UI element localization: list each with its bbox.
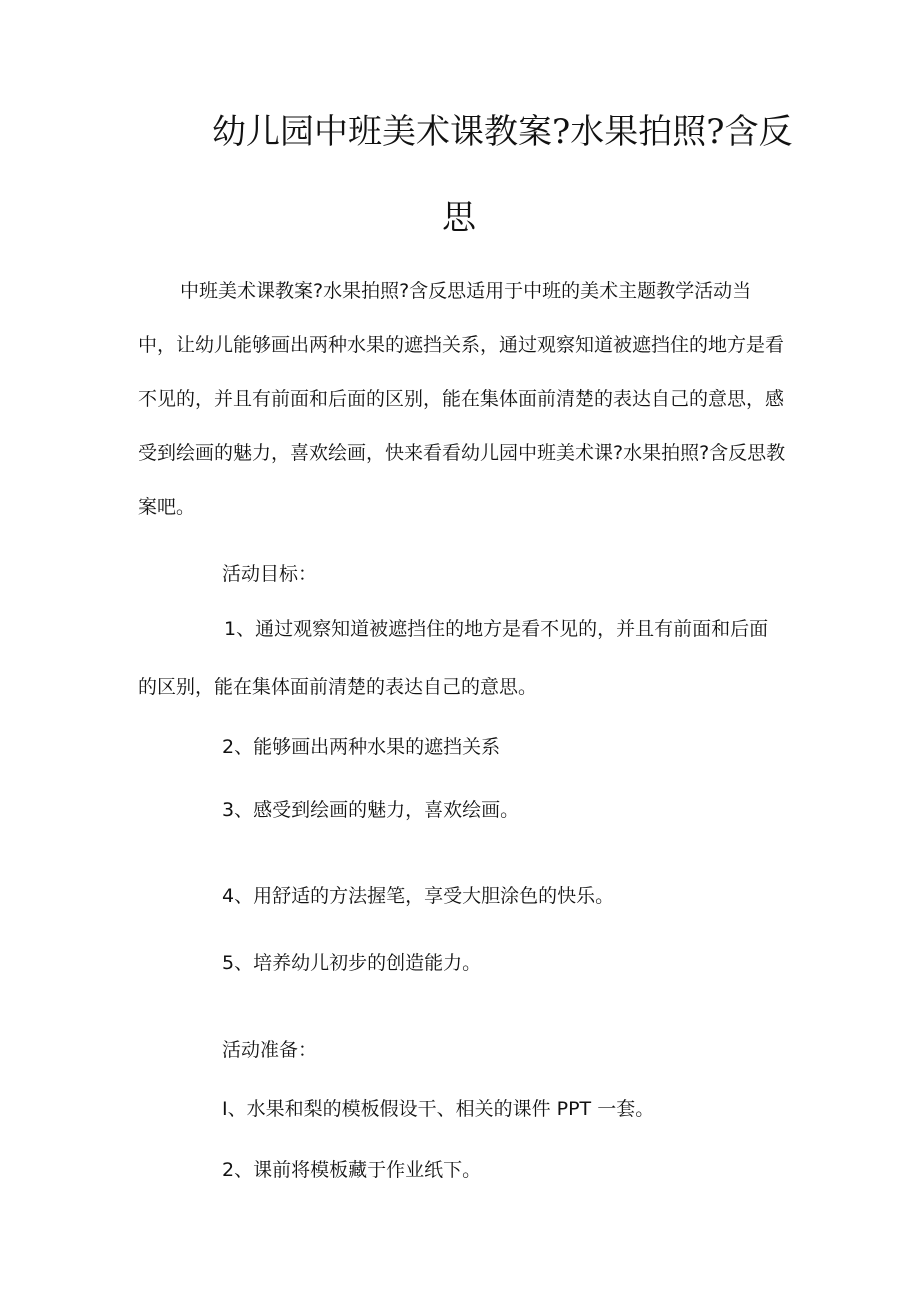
goal-item-4: 4、用舒适的方法握笔，享受大胆涂色的快乐。 (222, 885, 615, 907)
preparation-heading: 活动准备： (222, 1039, 318, 1061)
goal-item-3: 3、感受到绘画的魅力，喜欢绘画。 (222, 799, 520, 821)
document-title-line-2: 思 (442, 198, 476, 238)
preparation-item-2: 2、课前将模板藏于作业纸下。 (222, 1159, 482, 1181)
goal-item-5: 5、培养幼儿初步的创造能力。 (222, 952, 482, 974)
intro-paragraph: 中班美术课教案?水果拍照?含反思适用于中班的美术主题教学活动当中，让幼儿能够画出两种水果的遮挡关系，通过观察知道被遮挡住的地方是看不见的，并且有前面和后面的区别，能在集体面前清楚的表达自己的意思，感受到绘画的魅力，喜欢绘画，快来看看幼儿园中班美术课?水果拍照?含反思教案吧。 (138, 280, 786, 518)
document-title-line-1: 幼儿园中班美术课教案?水果拍照?含反 (212, 112, 793, 152)
preparation-item-1: I、水果和梨的模板假设干、相关的课件 PPT 一套。 (222, 1098, 655, 1120)
goals-heading: 活动目标： (222, 563, 318, 585)
goal-item-1: 1、通过观察知道被遮挡住的地方是看不见的，并且有前面和后面的区别，能在集体面前清楚的表达自己的意思。 (138, 618, 769, 698)
goal-item-2: 2、能够画出两种水果的遮挡关系 (222, 736, 501, 758)
